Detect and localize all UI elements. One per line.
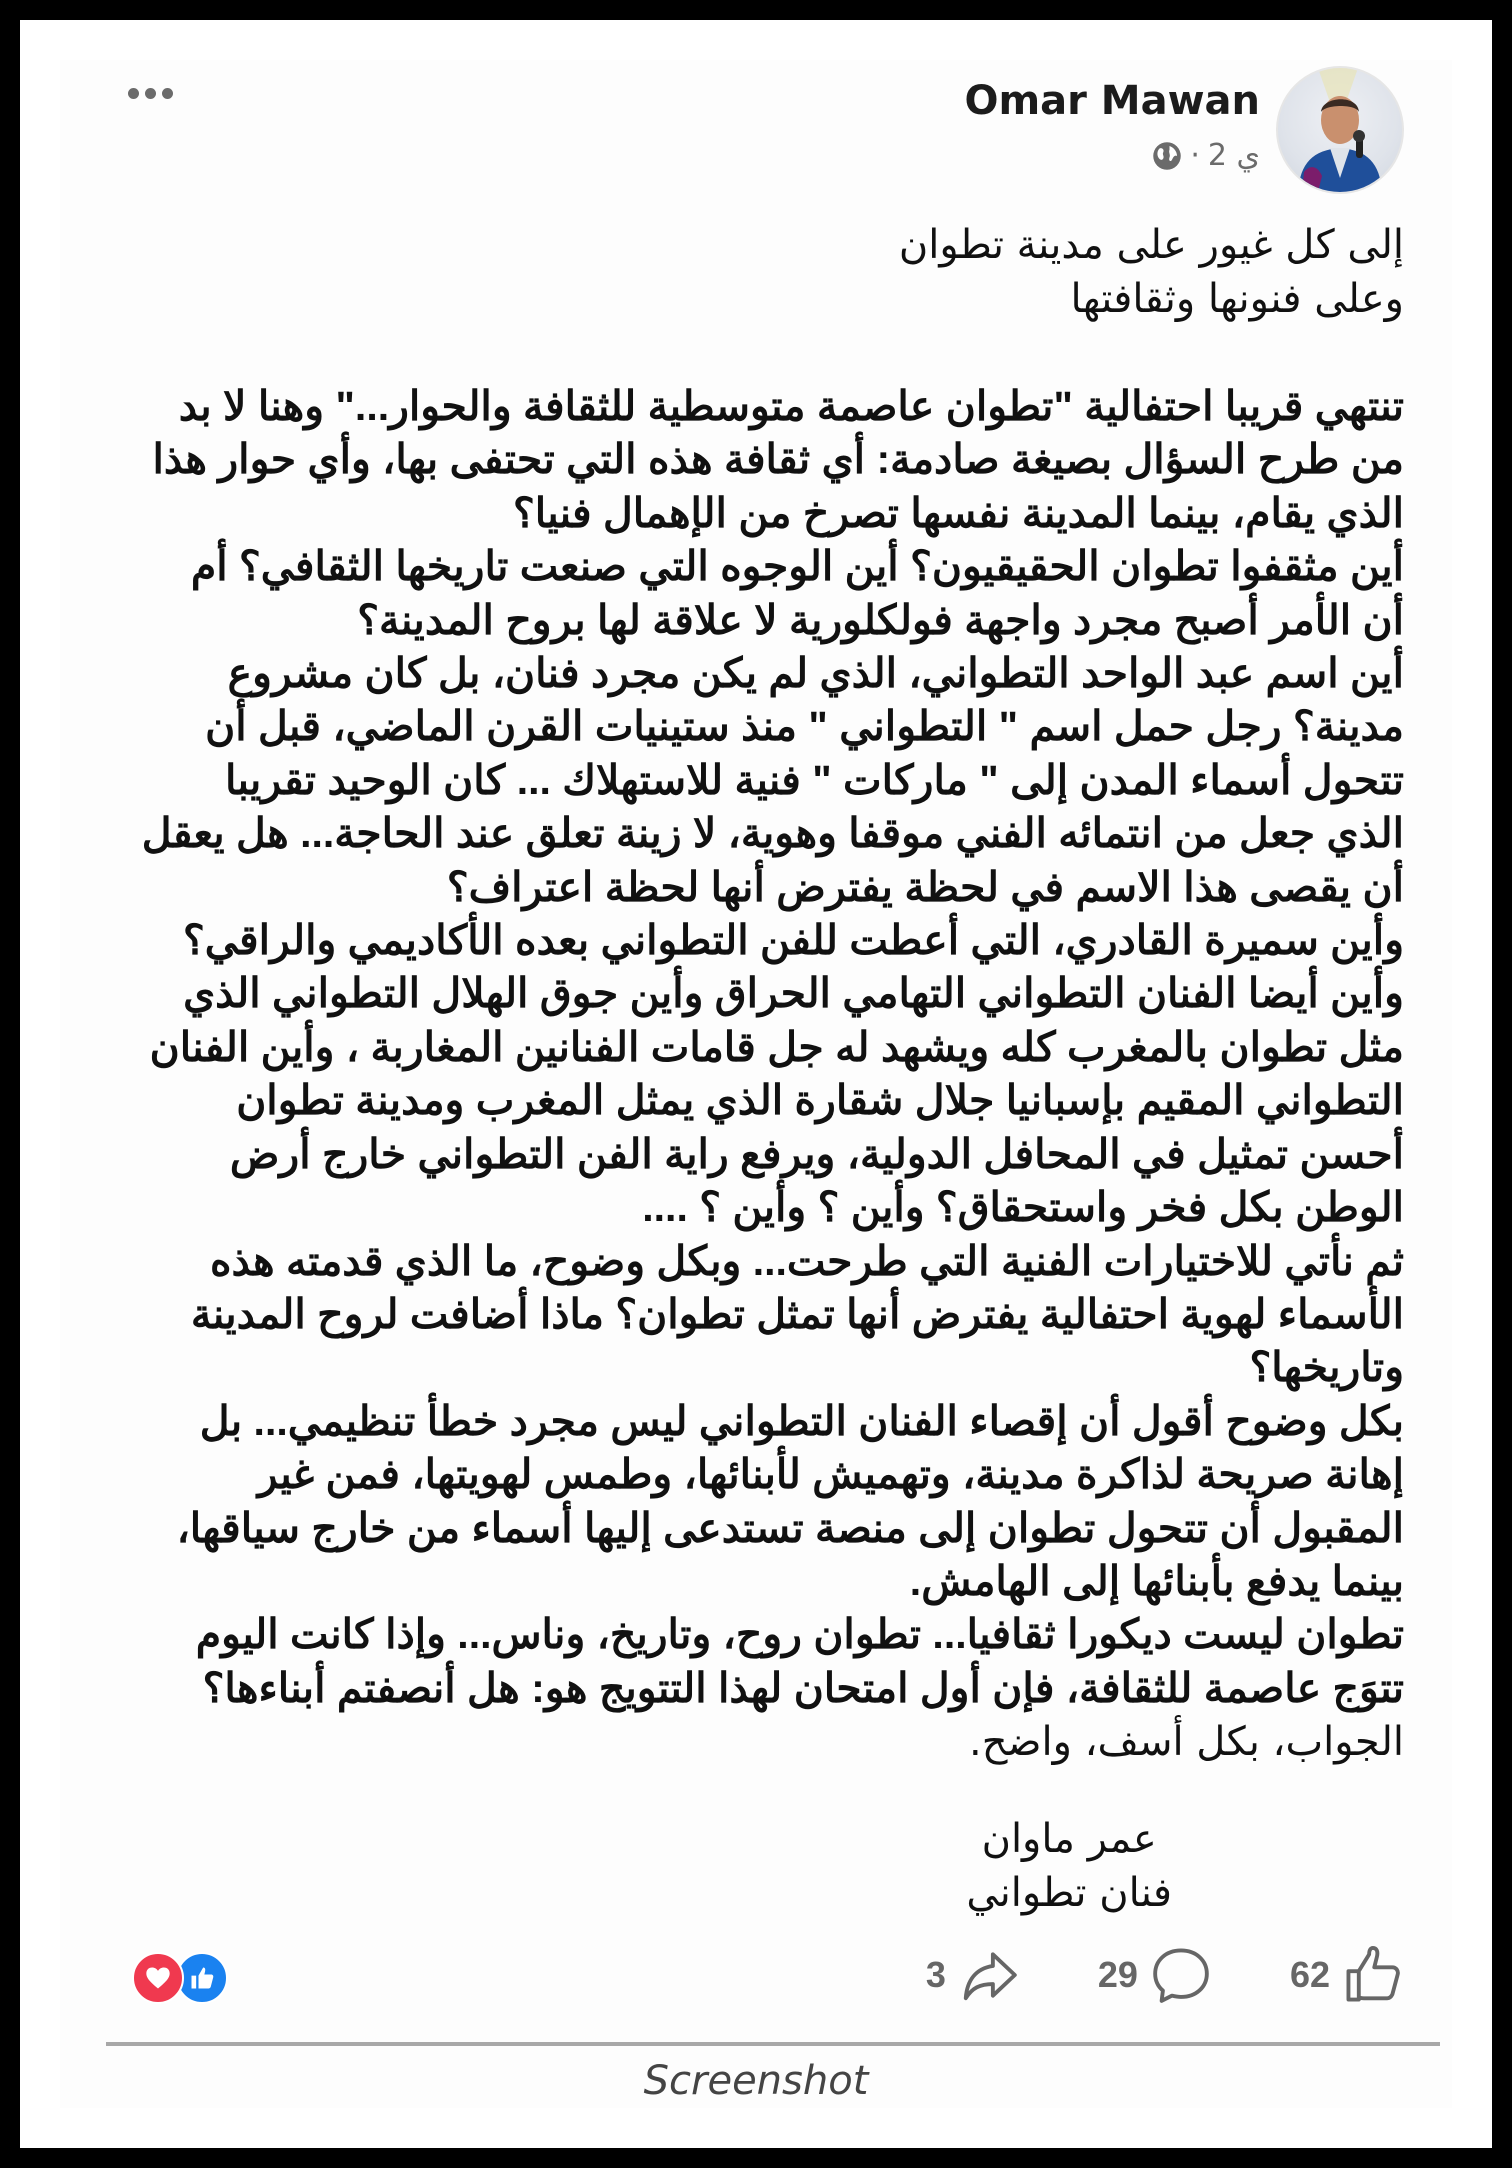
love-reaction-icon <box>132 1952 184 2004</box>
signature-title: فنان تطواني <box>966 1870 1172 1916</box>
post-meta <box>1152 138 1260 173</box>
comment-count: 29 <box>1097 1954 1138 1995</box>
thumbs-up-icon <box>1342 1944 1404 2006</box>
dot-icon <box>145 88 156 99</box>
author-name[interactable]: Omar Mawan <box>964 78 1260 124</box>
comment-icon <box>1150 1944 1212 2006</box>
post-intro: إلى كل غيور على مدينة تطوان وعلى فنونها وثقافتها <box>898 222 1404 322</box>
like-count: 62 <box>1289 1954 1330 1995</box>
avatar-photo <box>1278 68 1402 192</box>
dot-icon <box>162 88 173 99</box>
globe-icon <box>1152 141 1182 171</box>
reactions-summary[interactable] <box>132 1952 228 2004</box>
divider <box>106 2042 1440 2046</box>
engagement-stats <box>926 1944 1404 2006</box>
comment-button[interactable] <box>1098 1944 1212 2006</box>
post-time[interactable]: 2 ي <box>1207 138 1260 173</box>
share-icon <box>958 1944 1020 2006</box>
avatar[interactable] <box>1276 66 1404 194</box>
more-options-button[interactable] <box>128 88 173 99</box>
post-closing: الجواب، بكل أسف، واضح. <box>969 1719 1404 1766</box>
post-body <box>140 218 1404 1769</box>
dot-icon <box>128 88 139 99</box>
signature <box>966 1812 1172 1920</box>
share-button[interactable] <box>926 1944 1020 2006</box>
signature-name: عمر ماوان <box>981 1816 1157 1862</box>
share-count: 3 <box>925 1954 946 1995</box>
separator: · <box>1190 138 1200 173</box>
screenshot-caption: Screenshot <box>643 2058 869 2104</box>
post-text: تنتهي قريبا احتفالية "تطوان عاصمة متوسطية للثقافة والحوار..." وهنا لا بد من طرح السؤال بصيغة صادمة: أي ثقافة هذه التي تحتفى بها، وأي حوار هذا الذي يقام، بينما المدينة نفسها تصرخ من الإهمال فنيا؟ أين مثقفوا تطوان الحقيقيون؟ أين الوجوه التي صنعت تاريخها الثقافي؟ أم أن الأمر أصبح مجرد واجهة فولكلورية لا علاقة لها بروح المدينة؟ أين اسم عبد الواحد التطواني، الذي لم يكن مجرد فنان، بل كان مشروع مدينة؟ رجل حمل اسم " التطواني " منذ ستينيات القرن الماضي، قبل أن تتحول أسماء المدن إلى " ماركات " فنية للاستهلاك ... كان الوحيد تقريبا الذي جعل من انتمائه الفني موقفا وهوية، لا زينة تعلق عند الحاجة... هل يعقل أن يقصى هذا الاسم في لحظة يفترض أنها لحظة اعتراف؟ وأين سميرة القادري، التي أعطت للفن التطواني بعده الأكاديمي والراقي؟ وأين أيضا الفنان التطواني التهامي الحراق وأين جوق الهلال التطواني الذي مثل تطوان بالمغرب كله ويشهد له جل قامات الفنانين المغاربة ، وأين الفنان التطواني المقيم بإسبانيا جلال شقارة الذي يمثل المغرب ومدينة تطوان أحسن تمثيل في المحافل الدولية، ويرفع راية الفن التطواني خارج أرض الوطن بكل فخر واستحقاق؟ وأين ؟ وأين ؟ .... ثم نأتي للاختيارات الفنية التي طرحت... وبكل وضوح، ما الذي قدمته هذه الأسماء لهوية احتفالية يفترض أنها تمثل تطوان؟ ماذا أضافت لروح المدينة وتاريخها؟ بكل وضوح أقول أن إقصاء الفنان التطواني ليس مجرد خطأ تنظيمي... بل إهانة صريحة لذاكرة مدينة، وتهميش لأبنائها، وطمس لهويتها، فمن غير المقبول أن تتحول تطوان إلى منصة تستدعى إليها أسماء من خارج سياقها، بينما يدفع بأبنائها إلى الهامش. تطوان ليست ديكورا ثقافيا... تطوان روح، وتاريخ، وناس... وإذا كانت اليوم تتوَج عاصمة للثقافة، فإن أول امتحان لهذا التتويج هو: هل أنصفتم أبناءها؟ <box>141 383 1404 1711</box>
like-button[interactable] <box>1290 1944 1404 2006</box>
